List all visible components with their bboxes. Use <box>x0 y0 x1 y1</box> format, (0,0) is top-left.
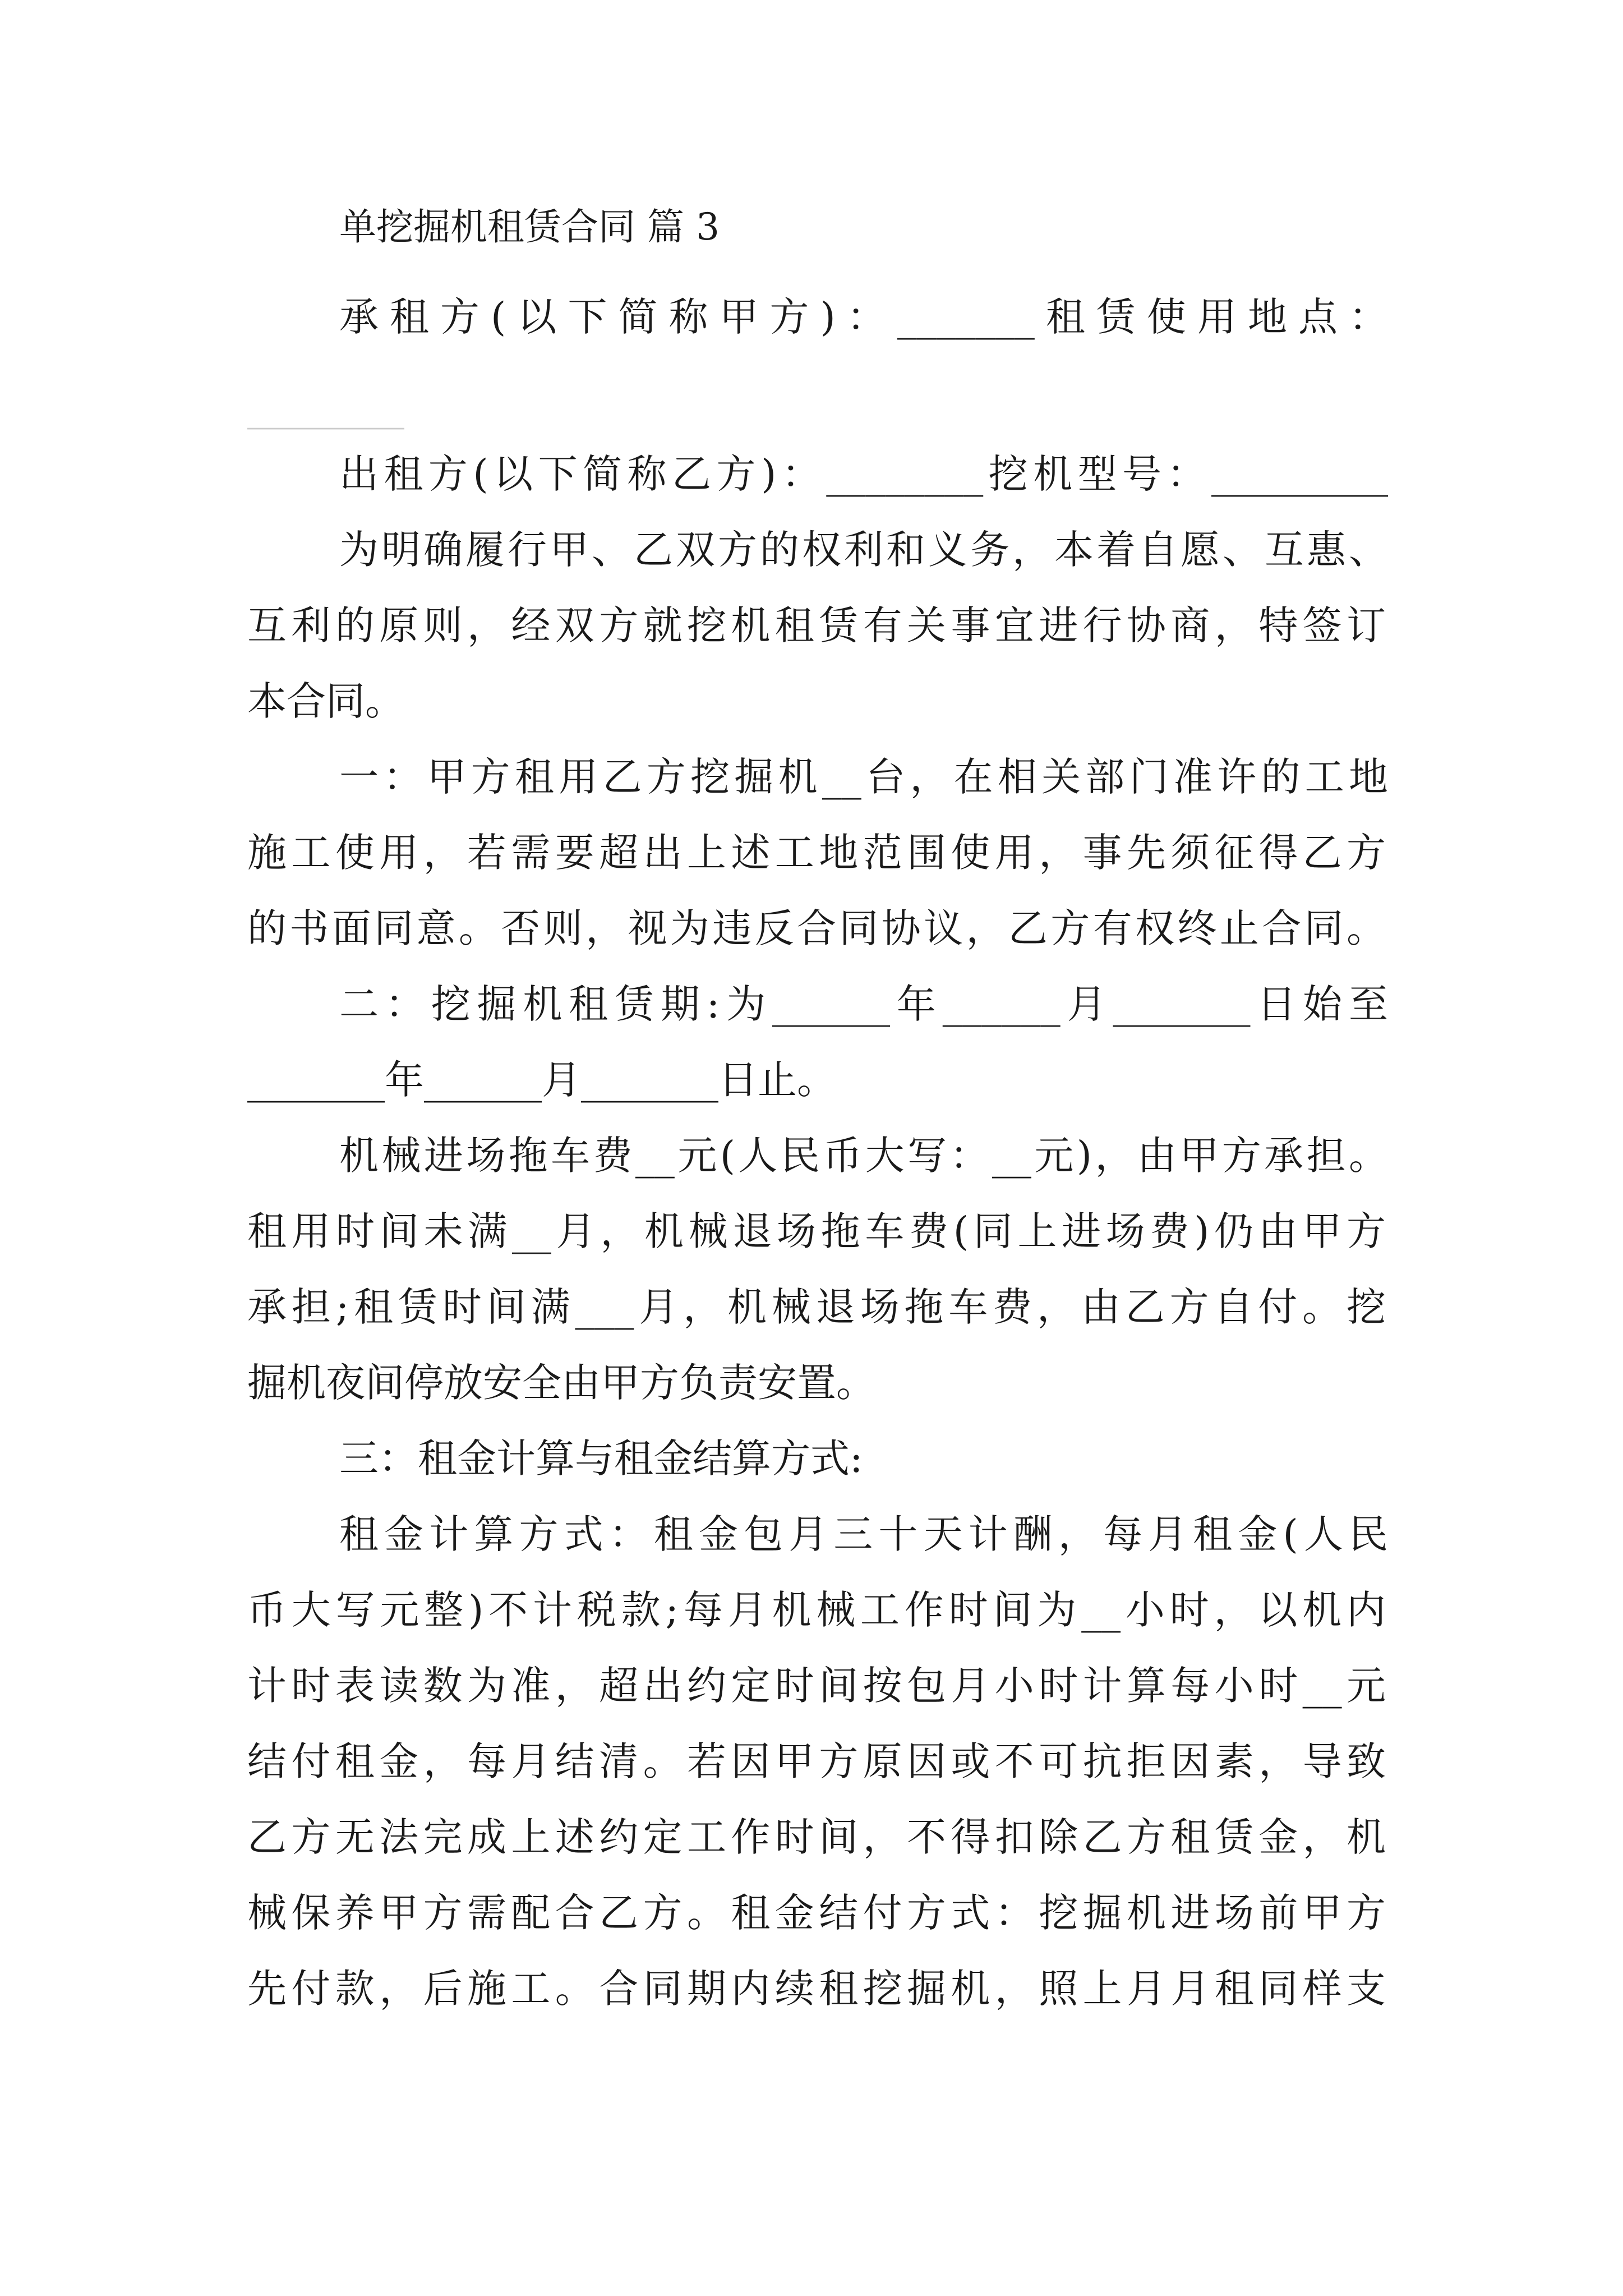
paragraph-line: 本合同。 <box>247 678 404 724</box>
transport-fee-line: 机械进场拖车费__元(人民币大写：__元)，由甲方承担。 <box>339 1133 1388 1179</box>
rent-calculation-line: 租金计算方式：租金包月三十天计酬，每月租金(人民 <box>339 1511 1388 1557</box>
paragraph-line: 为明确履行甲、乙双方的权利和义务，本着自愿、互惠、 <box>339 527 1388 573</box>
rent-calculation-line: 币大写元整)不计税款;每月机械工作时间为__小时，以机内 <box>247 1587 1386 1633</box>
location-blank-line: ________ <box>247 384 404 430</box>
transport-fee-line: 掘机夜间停放安全由甲方负责安置。 <box>247 1360 875 1406</box>
rent-calculation-line: 结付租金，每月结清。若因甲方原因或不可抗拒因素，导致 <box>247 1738 1386 1784</box>
paragraph-line: 互利的原则，经双方就挖机租赁有关事宜进行协商，特签订 <box>247 602 1386 648</box>
clause-one-line: 一：甲方租用乙方挖掘机__台，在相关部门准许的工地 <box>339 754 1388 800</box>
clause-two-line: _______年______月_______日止。 <box>247 1057 836 1103</box>
clause-three-heading: 三：租金计算与租金结算方式: <box>339 1435 863 1481</box>
transport-fee-line: 租用时间未满__月，机械退场拖车费(同上进场费)仍由甲方 <box>247 1208 1386 1254</box>
document-title: 单挖掘机租赁合同 篇 3 <box>339 205 720 249</box>
rent-calculation-line: 乙方无法完成上述约定工作时间，不得扣除乙方租赁金，机 <box>247 1814 1386 1860</box>
rent-calculation-line: 先付款，后施工。合同期内续租挖掘机，照上月月租同样支 <box>247 1966 1386 2012</box>
clause-one-line: 施工使用，若需要超出上述工地范围使用，事先须征得乙方 <box>247 830 1386 876</box>
clause-two-line: 二：挖掘机租赁期:为______年______月_______日始至 <box>339 981 1388 1027</box>
rent-calculation-line: 计时表读数为准，超出约定时间按包月小时计算每小时__元 <box>247 1663 1386 1709</box>
lessor-line: 出租方(以下简称乙方)：________挖机型号：_________ <box>339 451 1388 497</box>
rent-calculation-line: 械保养甲方需配合乙方。租金结付方式：挖掘机进场前甲方 <box>247 1890 1386 1936</box>
transport-fee-line: 承担;租赁时间满___月，机械退场拖车费，由乙方自付。挖 <box>247 1284 1386 1330</box>
lessee-line: 承租方(以下简称甲方)：_______租赁使用地点： <box>339 294 1388 340</box>
clause-one-line: 的书面同意。否则，视为违反合同协议，乙方有权终止合同。 <box>247 905 1386 951</box>
